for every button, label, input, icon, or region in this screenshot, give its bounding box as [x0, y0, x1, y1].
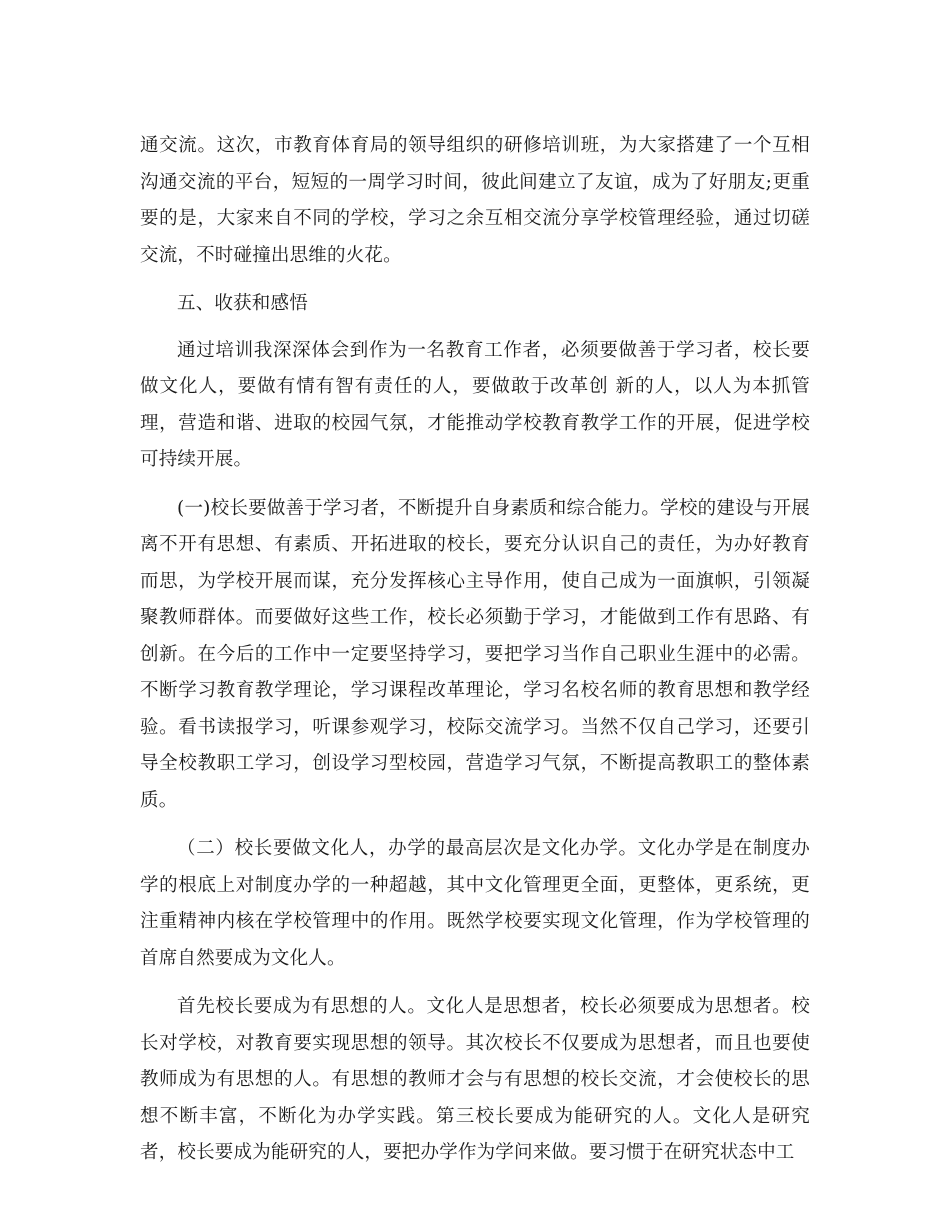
paragraph-details: 首先校长要成为有思想的人。文化人是思想者，校长必须要成为思想者。校长对学校，对教育要实现思想的领导。其次校长不仅要成为思想者，而且也要使教师成为有思想的人。有思想的教师才会与有思想的校长交流，才会使校长的思想不断丰富，不断化为办学实践。第三校长要成为能研究的人。文化人是研究者，校长要成为能研究的人，要把办学作为学问来做。要习惯于在研究状态中工	[140, 996, 810, 1163]
paragraph-point-1: (一)校长要做善于学习者，不断提升自身素质和综合能力。学校的建设与开展离不开有思想、有素质、开拓进取的校长，要充分认识自己的责任，为办好教育而思，为学校开展而谋，充分发挥核心主导作用，使自己成为一面旗帜，引领凝聚教师群体。而要做好这些工作，校长必须勤于学习，才能做到工作有思路、有创新。在今后的工作中一定要坚持学习，要把学习当作自己职业生涯中的必需。不断学习教育教学理论，学习课程改革理论，学习名校名师的教育思想和教学经验。看书读报学习，听课参观学习，校际交流学习。当然不仅自己学习，还要引导全校教职工学习，创设学习型校园，营造学习气氛，不断提高教职工的整体素质。	[140, 497, 810, 811]
section-heading: 五、收获和感悟	[177, 293, 308, 314]
document-body	[140, 128, 810, 1184]
paragraph-continuation: 通交流。这次，市教育体育局的领导组织的研修培训班，为大家搭建了一个互相沟通交流的平台，短短的一周学习时间，彼此间建立了友谊，成为了好朋友;更重要的是，大家来自不同的学校，学习之余互相交流分享学校管理经验，通过切磋交流，不时碰撞出思维的火花。	[140, 135, 810, 266]
paragraph-summary: 通过培训我深深体会到作为一名教育工作者，必须要做善于学习者，校长要做文化人，要做有情有智有责任的人，要做敢于改革创 新的人，以人为本抓管理，营造和谐、进取的校园气氛，才能推动学校教育教学工作的开展，促进学校可持续开展。	[140, 339, 810, 470]
paragraph-point-2: （二）校长要做文化人，办学的最高层次是文化办学。文化办学是在制度办学的根底上对制度办学的一种超越，其中文化管理更全面，更整体，更系统，更注重精神内核在学校管理中的作用。既然学校要实现文化管理，作为学校管理的首席自然要成为文化人。	[140, 838, 810, 969]
